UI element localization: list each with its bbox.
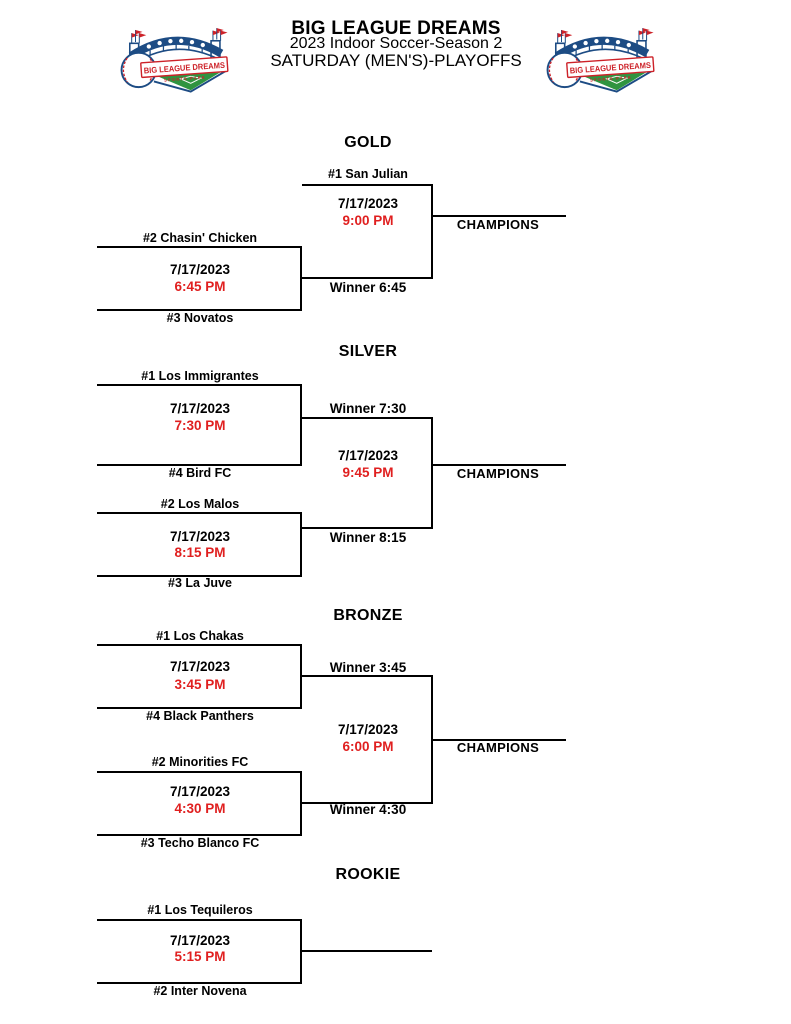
- bronze-semi2-top-team: #2 Minorities FC: [151, 755, 249, 769]
- silver-winner1-label: Winner 7:30: [329, 401, 407, 416]
- silver-final-time: 9:45 PM: [342, 465, 394, 480]
- rookie-final-top-line: [97, 919, 302, 921]
- gold-final-right-line: [431, 184, 433, 279]
- silver-semi2-right-line: [300, 512, 302, 577]
- rookie-final-time: 5:15 PM: [174, 949, 226, 964]
- bronze-semi1-date: 7/17/2023: [169, 659, 231, 674]
- gold-semi-date: 7/17/2023: [169, 262, 231, 277]
- silver-semi1-right-line: [300, 384, 302, 466]
- gold-semi-top-team: #2 Chasin' Chicken: [142, 231, 258, 245]
- silver-champions-label: CHAMPIONS: [456, 466, 540, 481]
- silver-winner1-line: [301, 417, 432, 419]
- logo-banner-text: BIG LEAGUE DREAMS: [143, 60, 234, 76]
- silver-semi1-top-team: #1 Los Immigrantes: [141, 369, 259, 383]
- logo-tagline-text: SPORTS PARK: [590, 74, 634, 83]
- gold-final-date: 7/17/2023: [337, 196, 399, 211]
- logo-banner-text: BIG LEAGUE DREAMS: [569, 60, 660, 76]
- page-title: BIG LEAGUE DREAMS: [291, 18, 501, 39]
- silver-final-right-line: [431, 417, 433, 529]
- silver-winner2-label: Winner 8:15: [329, 530, 407, 545]
- bronze-winner1-label: Winner 3:45: [329, 660, 407, 675]
- section-title-gold: GOLD: [344, 134, 392, 151]
- gold-final-top-line: [302, 184, 433, 186]
- silver-semi2-time: 8:15 PM: [174, 545, 226, 560]
- big-league-dreams-logo: [538, 23, 665, 96]
- bronze-winner2-label: Winner 4:30: [329, 802, 407, 817]
- section-title-rookie: ROOKIE: [335, 866, 401, 883]
- silver-semi1-date: 7/17/2023: [169, 401, 231, 416]
- gold-final-time: 9:00 PM: [342, 213, 394, 228]
- silver-semi2-top-line: [97, 512, 302, 514]
- rookie-final-top-team: #1 Los Tequileros: [147, 903, 253, 917]
- gold-winner-line: [301, 277, 432, 279]
- rookie-final-date: 7/17/2023: [169, 933, 231, 948]
- rookie-winner-line: [301, 950, 432, 952]
- silver-semi1-time: 7:30 PM: [174, 418, 226, 433]
- logo-tagline-text: SPORTS PARK: [164, 74, 208, 83]
- gold-champions-label: CHAMPIONS: [456, 217, 540, 232]
- bronze-semi1-top-line: [97, 644, 302, 646]
- bronze-champions-label: CHAMPIONS: [456, 740, 540, 755]
- page-subtitle-division: SATURDAY (MEN'S)-PLAYOFFS: [270, 51, 522, 70]
- gold-semi-bottom-team: #3 Novatos: [166, 311, 234, 325]
- section-title-silver: SILVER: [338, 343, 398, 360]
- silver-semi1-bottom-team: #4 Bird FC: [168, 466, 232, 480]
- gold-final-top-team: #1 San Julian: [328, 167, 408, 181]
- bronze-semi1-top-team: #1 Los Chakas: [156, 629, 244, 643]
- bronze-final-date: 7/17/2023: [337, 722, 399, 737]
- bronze-final-time: 6:00 PM: [342, 739, 394, 754]
- silver-semi1-top-line: [97, 384, 302, 386]
- silver-semi2-date: 7/17/2023: [169, 529, 231, 544]
- page-subtitle-season: 2023 Indoor Soccer-Season 2: [289, 35, 503, 52]
- section-title-bronze: BRONZE: [333, 607, 403, 624]
- rookie-final-bottom-team: #2 Inter Novena: [153, 984, 247, 998]
- silver-semi2-top-team: #2 Los Malos: [160, 497, 240, 511]
- gold-winner-label: Winner 6:45: [329, 280, 407, 295]
- bronze-semi1-bottom-team: #4 Black Panthers: [146, 709, 254, 723]
- gold-semi-top-line: [97, 246, 302, 248]
- bronze-semi1-time: 3:45 PM: [174, 677, 226, 692]
- bronze-semi2-top-line: [97, 771, 302, 773]
- silver-winner2-line: [301, 527, 432, 529]
- bronze-semi2-time: 4:30 PM: [174, 801, 226, 816]
- bronze-winner1-line: [301, 675, 432, 677]
- bronze-semi2-date: 7/17/2023: [169, 784, 231, 799]
- gold-semi-time: 6:45 PM: [174, 279, 226, 294]
- bronze-semi2-bottom-team: #3 Techo Blanco FC: [140, 836, 260, 850]
- silver-semi2-bottom-team: #3 La Juve: [168, 576, 232, 590]
- silver-final-date: 7/17/2023: [337, 448, 399, 463]
- big-league-dreams-logo: [112, 23, 239, 96]
